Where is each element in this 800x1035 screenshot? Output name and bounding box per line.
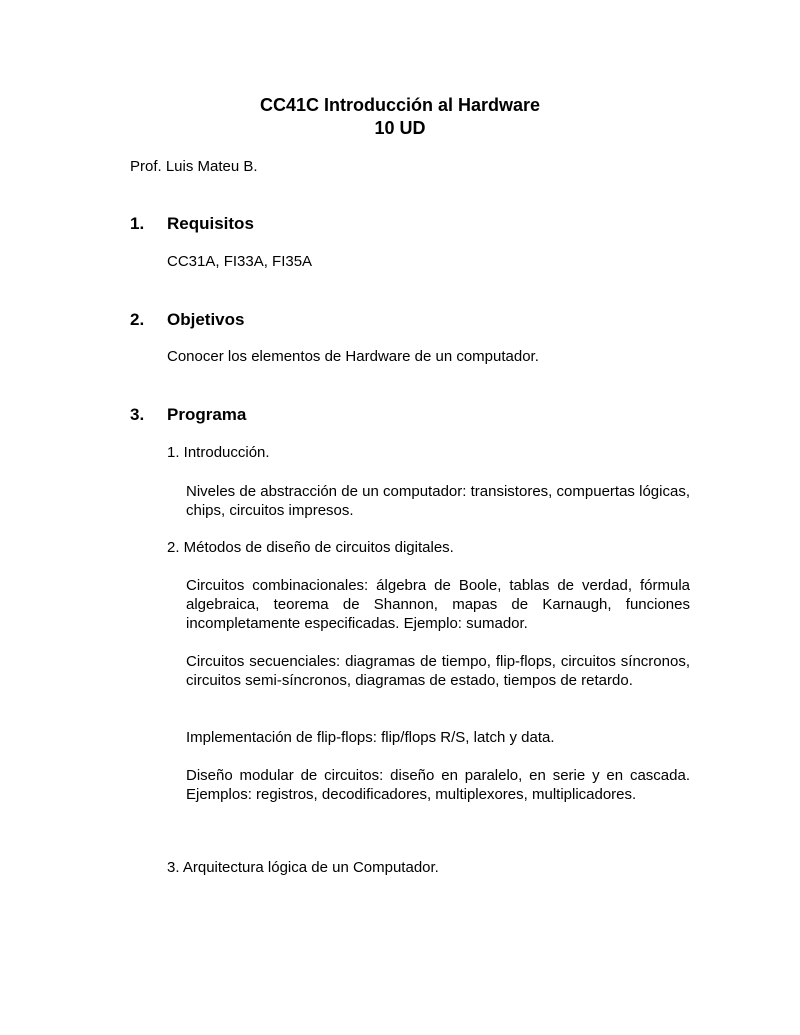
requirements-text: CC31A, FI33A, FI35A [167, 253, 313, 270]
course-title: CC41C Introducción al Hardware [259, 95, 541, 115]
program-item-3-title: 3. Arquitectura lógica de un Computador. [167, 859, 439, 876]
section-2-title: Objetivos [167, 310, 245, 329]
objectives-text: Conocer los elementos de Hardware de un computador. [167, 348, 539, 365]
modular-design-paragraph: Diseño modular de circuitos: diseño en paralelo, en serie y en cascada. Ejemplos: registros, decodificadores, multiplexores, multiplicadores. [186, 767, 690, 803]
section-3-title: Programa [167, 405, 247, 424]
course-credits: 10 UD [374, 118, 426, 138]
sequential-circuits-paragraph: Circuitos secuenciales: diagramas de tiempo, flip-flops, circuitos síncronos, circuitos semi-síncronos, diagramas de estado, tiempos de retardo. [186, 653, 690, 689]
program-item-1-title: 1. Introducción. [167, 444, 270, 461]
program-item-2-title: 2. Métodos de diseño de circuitos digitales. [167, 539, 454, 556]
flip-flop-implementation-paragraph: Implementación de flip-flops: flip/flops R/S, latch y data. [186, 729, 555, 746]
program-item-1-paragraph: Niveles de abstracción de un computador: transistores, compuertas lógicas, chips, circuitos impresos. [186, 483, 690, 519]
section-1-title: Requisitos [167, 214, 254, 233]
section-1-number: 1. [130, 214, 145, 233]
section-2-number: 2. [130, 310, 145, 329]
professor-name: Prof. Luis Mateu B. [130, 158, 258, 175]
combinational-circuits-paragraph: Circuitos combinacionales: álgebra de Boole, tablas de verdad, fórmula algebraica, teorema de Shannon, mapas de Karnaugh, funciones incompletamente especificadas. Ejemplo: sumador. [186, 577, 690, 632]
section-3-number: 3. [130, 405, 145, 424]
